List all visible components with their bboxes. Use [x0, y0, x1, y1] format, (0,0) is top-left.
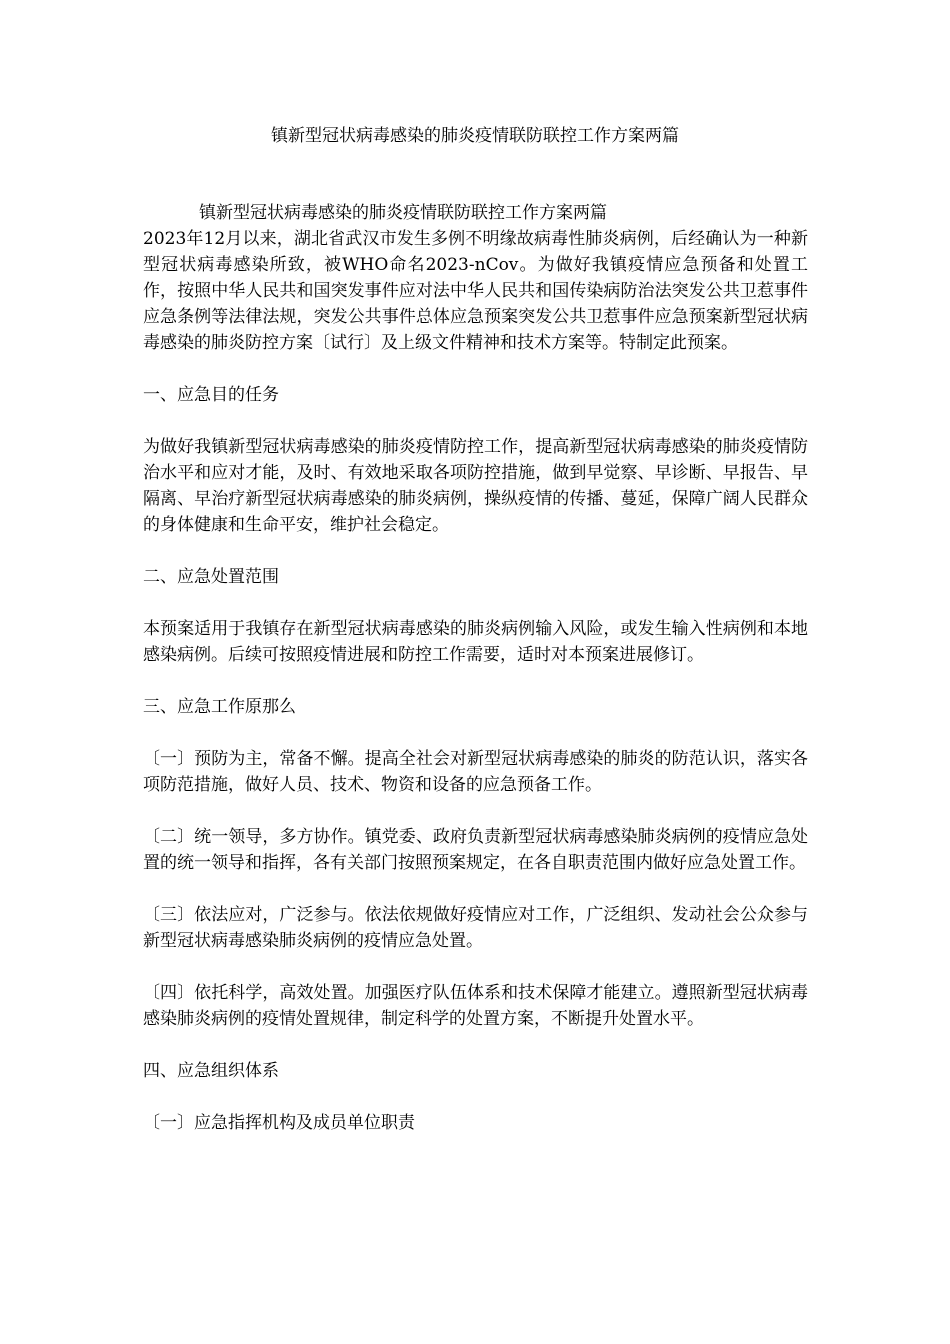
paragraph-gap [143, 954, 808, 980]
principle-4: 〔四〕依托科学，高效处置。加强医疗队伍体系和技术保障才能建立。遵照新型冠状病毒感染肺炎病例的疫情处置规律，制定科学的处置方案，不断提升处置水平。 [143, 983, 808, 1029]
intro-paragraph: 2023年12月以来，湖北省武汉市发生多例不明缘故病毒性肺炎病例，后经确认为一种新型冠状病毒感染所致，被WHO命名2023-nCov。为做好我镇疫情应急预备和处置工作，按照中华人民共和国突发事件应对法中华人民共和国传染病防治法突发公共卫惹事件应急条例等法律法规，突发公共事件总体应急预案突发公共卫惹事件应急预案新型冠状病毒感染的肺炎防控方案〔试行〕及上级文件精神和技术方案等。特制定此预案。 [143, 229, 808, 353]
paragraph-gap [143, 720, 808, 746]
document-subtitle: 镇新型冠状病毒感染的肺炎疫情联防联控工作方案两篇 [199, 203, 607, 223]
section1-heading: 一、应急目的任务 [143, 385, 279, 405]
paragraph-gap [143, 590, 808, 616]
paragraph-gap [143, 408, 808, 434]
paragraph-gap [143, 798, 808, 824]
section3-heading: 三、应急工作原那么 [143, 697, 296, 717]
section1-body: 为做好我镇新型冠状病毒感染的肺炎疫情防控工作，提高新型冠状病毒感染的肺炎疫情防治水平和应对才能，及时、有效地采取各项防控措施，做到早觉察、早诊断、早报告、早隔离、早治疗新型冠状病毒感染的肺炎病例，操纵疫情的传播、蔓延，保障广阔人民群众的身体健康和生命平安，维护社会稳定。 [143, 437, 808, 535]
paragraph-gap [143, 876, 808, 902]
section4-subheading-1: 〔一〕应急指挥机构及成员单位职责 [143, 1113, 415, 1133]
document-title: 镇新型冠状病毒感染的肺炎疫情联防联控工作方案两篇 [271, 126, 679, 146]
paragraph-gap [143, 1032, 808, 1058]
section2-body: 本预案适用于我镇存在新型冠状病毒感染的肺炎病例输入风险，或发生输入性病例和本地感染病例。后续可按照疫情进展和防控工作需要，适时对本预案进展修订。 [143, 619, 808, 665]
principle-3: 〔三〕依法应对，广泛参与。依法依规做好疫情应对工作，广泛组织、发动社会公众参与新型冠状病毒感染肺炎病例的疫情应急处置。 [143, 905, 808, 951]
paragraph-gap [143, 356, 808, 382]
principle-2: 〔二〕统一领导，多方协作。镇党委、政府负责新型冠状病毒感染肺炎病例的疫情应急处置的统一领导和指挥，各有关部门按照预案规定，在各自职责范围内做好应急处置工作。 [143, 827, 808, 873]
section2-heading: 二、应急处置范围 [143, 567, 279, 587]
paragraph-gap [143, 538, 808, 564]
principle-1: 〔一〕预防为主，常备不懈。提高全社会对新型冠状病毒感染的肺炎的防范认识，落实各项防范措施，做好人员、技术、物资和设备的应急预备工作。 [143, 749, 808, 795]
document-body [143, 200, 808, 1136]
paragraph-gap [143, 668, 808, 694]
section4-heading: 四、应急组织体系 [143, 1061, 279, 1081]
paragraph-gap [143, 1084, 808, 1110]
